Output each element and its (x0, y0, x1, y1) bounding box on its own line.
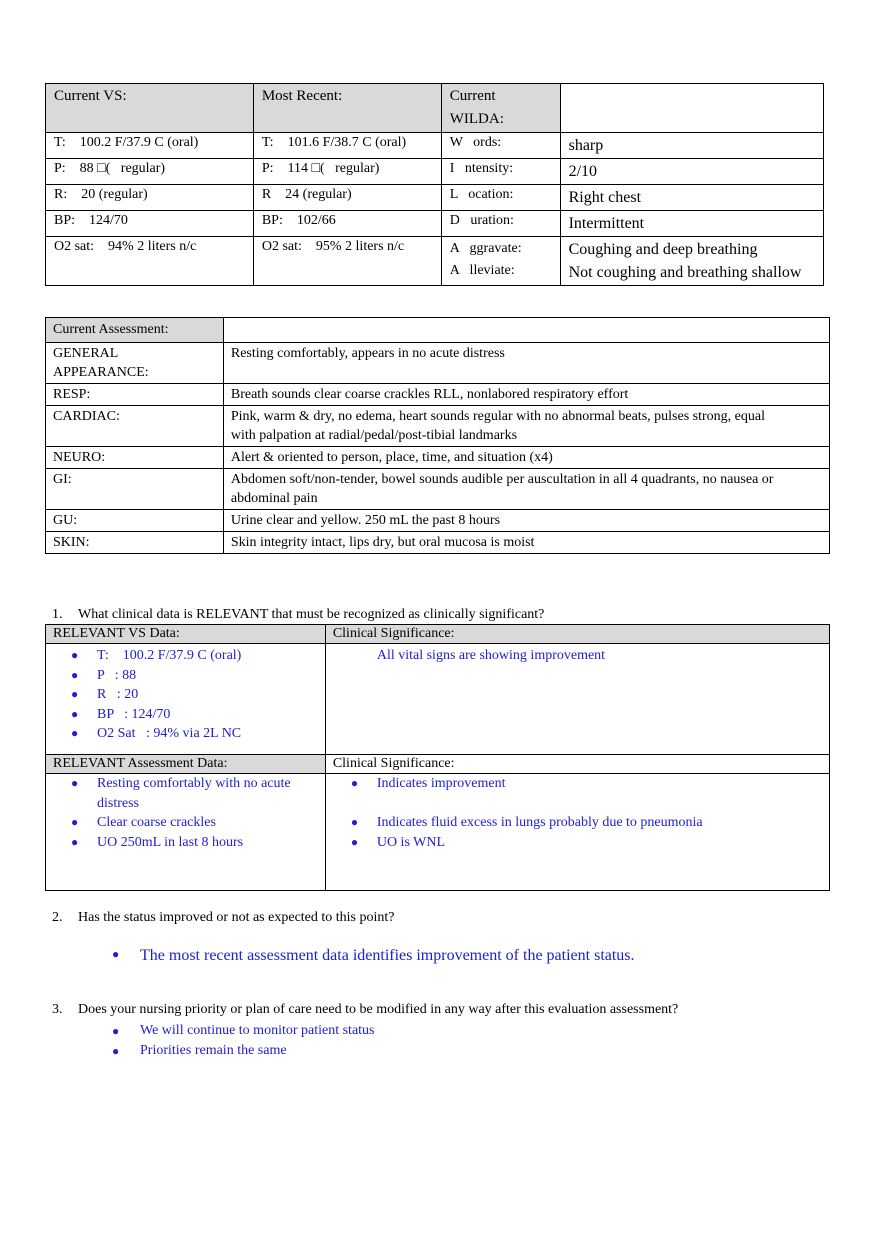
vitals-row-o2 (46, 237, 824, 286)
neuro-value: Alert & oriented to person, place, time, and situation (x4) (223, 447, 829, 469)
question-3-text: Does your nursing priority or plan of care need to be modified in any way after this evaluation assessment? (78, 1002, 679, 1017)
wilda-duration-label: D uration: (441, 211, 560, 237)
relevant-vs-list (53, 646, 318, 744)
assessment-significance-item: ● UO is WNL (333, 833, 822, 853)
current-vs-header: Current VS: (46, 84, 254, 133)
wilda-duration-value: Intermittent (560, 211, 823, 237)
assessment-row-cardiac (46, 406, 830, 447)
question-1-number: 1. (52, 607, 63, 622)
question-3-answer: ● We will continue to monitor patient status (112, 1021, 375, 1041)
assessment-significance-item: ● Indicates improvement (333, 774, 822, 794)
relevant-assessment-header: RELEVANT Assessment Data: (46, 755, 326, 774)
relevant-vs-body-row (46, 644, 830, 755)
assessment-significance-list (333, 774, 822, 852)
gu-value: Urine clear and yellow. 250 mL the past 8 hours (223, 510, 829, 532)
resp-label: RESP: (46, 384, 224, 406)
cardiac-value: Pink, warm & dry, no edema, heart sounds regular with no abnormal beats, pulses strong, equal (230, 409, 765, 424)
most-recent-header: Most Recent: (253, 84, 441, 133)
vitals-header-row (46, 84, 824, 133)
question-2-answers (112, 947, 635, 965)
assessment-significance-item: ● Indicates fluid excess in lungs probably due to pneumonia (333, 813, 822, 833)
general-appearance-label: GENERAL APPEARANCE: (46, 343, 224, 384)
recent-resp: R 24 (regular) (253, 185, 441, 211)
assessment-row-general (46, 343, 830, 384)
current-bp: BP: 124/70 (46, 211, 254, 237)
relevant-vs-item: ● P : 88 (53, 666, 318, 686)
wilda-aggravate-alleviate-values (560, 237, 823, 286)
question-1 (52, 607, 544, 623)
wilda-alleviate-value: Not coughing and breathing shallow (568, 264, 802, 281)
cardiac-label: CARDIAC: (46, 406, 224, 447)
wilda-intensity-label: I ntensity: (441, 159, 560, 185)
wilda-location-value: Right chest (560, 185, 823, 211)
recent-o2: O2 sat: 95% 2 liters n/c (253, 237, 441, 286)
current-assessment-header: Current Assessment: (46, 318, 224, 343)
skin-label: SKIN: (46, 532, 224, 554)
current-temp: T: 100.2 F/37.9 C (oral) (46, 133, 254, 159)
assessment-header-empty (223, 318, 829, 343)
question-3-answers (112, 1021, 375, 1061)
wilda-location-label: L ocation: (441, 185, 560, 211)
recent-temp: T: 101.6 F/38.7 C (oral) (253, 133, 441, 159)
vitals-table (45, 83, 824, 286)
question-3-answer: ● Priorities remain the same (112, 1041, 375, 1061)
resp-value: Breath sounds clear coarse crackles RLL, nonlabored respiratory effort (223, 384, 829, 406)
vitals-row-pulse (46, 159, 824, 185)
assessment-row-gu (46, 510, 830, 532)
assessment-row-gi (46, 469, 830, 510)
current-resp: R: 20 (regular) (46, 185, 254, 211)
vs-significance-header: Clinical Significance: (325, 625, 829, 644)
assessment-row-skin (46, 532, 830, 554)
recent-pulse: P: 114 □( regular) (253, 159, 441, 185)
relevant-assessment-item: ● Resting comfortably with no acute distress (53, 774, 318, 813)
question-2 (52, 910, 395, 926)
assessment-table (45, 317, 830, 554)
recent-bp: BP: 102/66 (253, 211, 441, 237)
wilda-aggravate-label: A ggravate: (449, 241, 522, 256)
relevant-data-table (45, 624, 830, 891)
empty-header-cell (560, 84, 823, 133)
question-2-answer: ● The most recent assessment data identifies improvement of the patient status. (112, 947, 635, 965)
relevant-vs-header: RELEVANT VS Data: (46, 625, 326, 644)
current-o2: O2 sat: 94% 2 liters n/c (46, 237, 254, 286)
wilda-words-label: W ords: (441, 133, 560, 159)
wilda-aggravate-value: Coughing and deep breathing (568, 241, 758, 258)
assessment-row-resp (46, 384, 830, 406)
wilda-intensity-value: 2/10 (560, 159, 823, 185)
wilda-words-value: sharp (560, 133, 823, 159)
skin-value: Skin integrity intact, lips dry, but oral mucosa is moist (223, 532, 829, 554)
relevant-vs-item: ● O2 Sat : 94% via 2L NC (53, 724, 318, 744)
current-pulse: P: 88 □( regular) (46, 159, 254, 185)
assessment-row-neuro (46, 447, 830, 469)
relevant-vs-header-row (46, 625, 830, 644)
question-1-text: What clinical data is RELEVANT that must be recognized as clinically significant? (78, 607, 545, 622)
question-3 (52, 1002, 678, 1018)
relevant-vs-item: ● T: 100.2 F/37.9 C (oral) (53, 646, 318, 666)
vitals-row-resp (46, 185, 824, 211)
relevant-vs-cell (46, 644, 326, 755)
relevant-assessment-header-row (46, 755, 830, 774)
question-2-text: Has the status improved or not as expected to this point? (78, 910, 395, 925)
vitals-row-temp (46, 133, 824, 159)
neuro-label: NEURO: (46, 447, 224, 469)
assessment-header-row (46, 318, 830, 343)
current-wilda-header: Current WILDA: (441, 84, 560, 133)
question-2-number: 2. (52, 910, 63, 925)
cardiac-value-cell (223, 406, 829, 447)
relevant-assessment-cell (46, 774, 326, 891)
assessment-significance-header: Clinical Significance: (325, 755, 829, 774)
relevant-vs-item: ● BP : 124/70 (53, 705, 318, 725)
vitals-row-bp (46, 211, 824, 237)
relevant-assessment-item: ● Clear coarse crackles (53, 813, 318, 833)
relevant-vs-item: ● R : 20 (53, 685, 318, 705)
gi-value: Abdomen soft/non-tender, bowel sounds audible per auscultation in all 4 quadrants, no nausea or abdominal pain (223, 469, 829, 510)
assessment-significance-cell (325, 774, 829, 891)
relevant-assessment-item: ● UO 250mL in last 8 hours (53, 833, 318, 853)
gu-label: GU: (46, 510, 224, 532)
gi-label: GI: (46, 469, 224, 510)
vs-significance-value: All vital signs are showing improvement (325, 644, 829, 755)
cardiac-value-cont: with palpation at radial/pedal/post-tibial landmarks (230, 428, 518, 443)
wilda-alleviate-label: A lleviate: (449, 263, 515, 278)
relevant-assessment-body-row (46, 774, 830, 891)
relevant-assessment-list (53, 774, 318, 852)
question-3-number: 3. (52, 1002, 63, 1017)
wilda-aggravate-alleviate-labels (441, 237, 560, 286)
general-appearance-value: Resting comfortably, appears in no acute distress (223, 343, 829, 384)
